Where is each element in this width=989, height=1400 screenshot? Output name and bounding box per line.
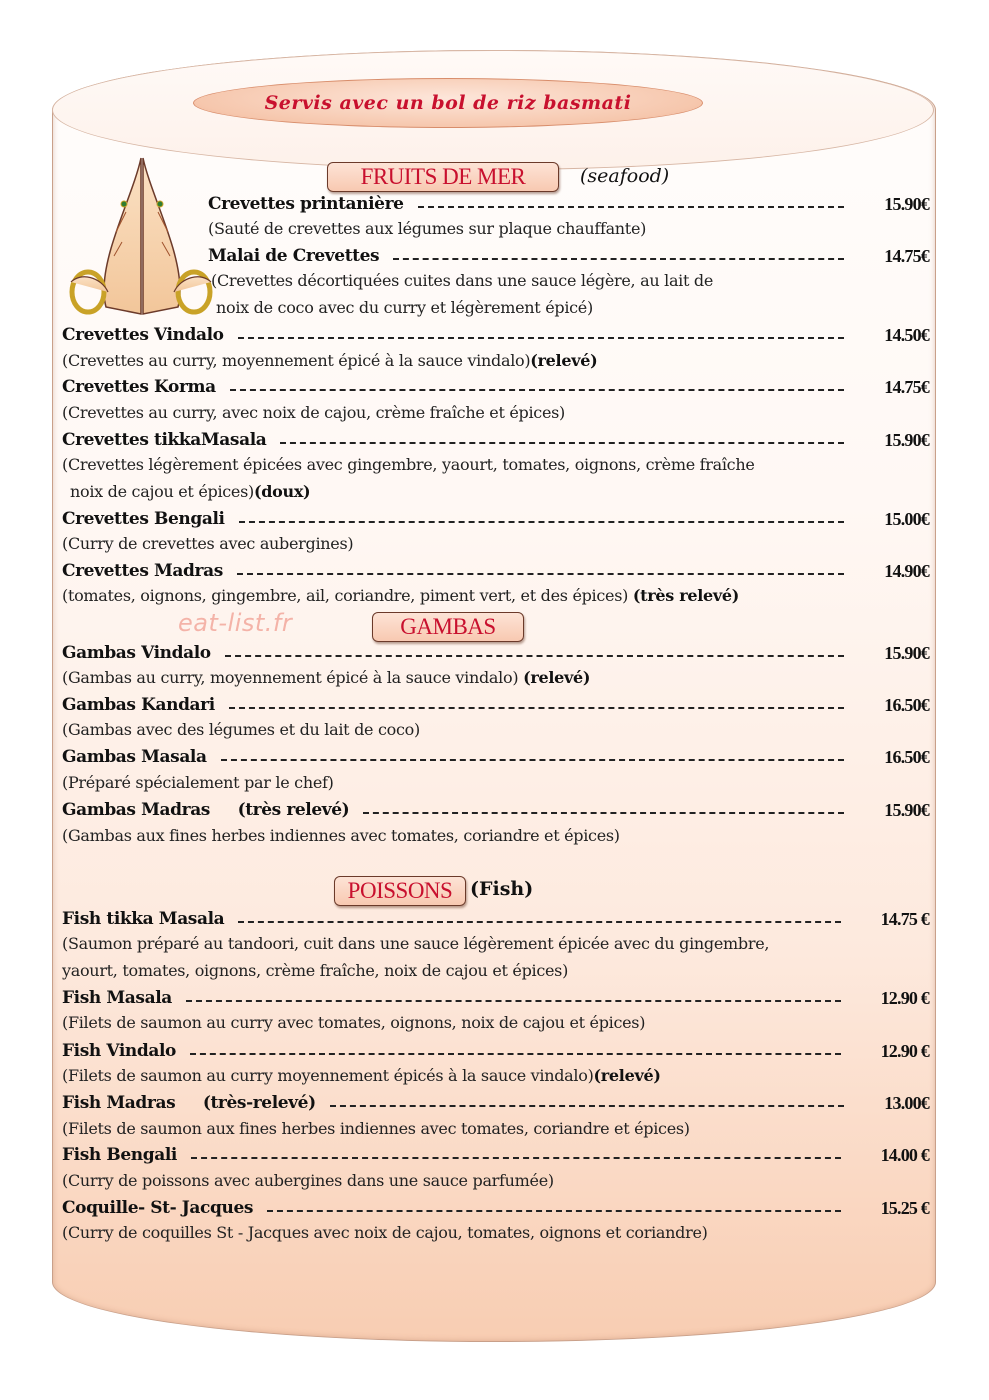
item-name: Gambas Vindalo xyxy=(62,643,211,663)
item-description xyxy=(62,1119,690,1138)
menu-item xyxy=(62,1195,929,1221)
section-note-fish: (Fish) xyxy=(470,878,534,900)
item-description xyxy=(62,534,353,553)
item-description xyxy=(62,455,755,474)
item-desc-line: yaourt, tomates, oignons, crème fraîche, noix de cajou et épices) xyxy=(62,961,569,980)
dotted-leader xyxy=(418,206,845,208)
item-description xyxy=(211,271,713,290)
section-title-fruits-de-mer xyxy=(327,162,559,192)
item-description xyxy=(62,720,420,739)
menu-item xyxy=(62,322,929,348)
dotted-leader xyxy=(221,759,845,761)
dotted-leader xyxy=(363,812,844,814)
menu-item xyxy=(62,506,929,532)
item-name: Gambas Madras (très relevé) xyxy=(62,800,350,820)
item-price: 16.50€ xyxy=(884,746,929,767)
item-description xyxy=(62,1223,708,1242)
item-name: Fish Masala xyxy=(62,988,172,1008)
section-title-text: FRUITS DE MER xyxy=(360,164,526,189)
menu-item xyxy=(62,558,929,584)
section-note-seafood: (seafood) xyxy=(580,165,670,187)
item-price: 15.00€ xyxy=(884,508,929,529)
item-price: 14.75€ xyxy=(884,245,929,266)
item-name: Coquille- St- Jacques xyxy=(62,1198,254,1218)
dotted-leader xyxy=(237,573,844,575)
item-description xyxy=(62,1171,554,1190)
dotted-leader xyxy=(393,258,844,260)
item-desc-line: noix de coco avec du curry et légèrement épicé) xyxy=(216,298,593,317)
menu-item xyxy=(62,427,929,453)
item-desc-line: (Gambas aux fines herbes indiennes avec tomates, coriandre et épices) xyxy=(62,826,620,845)
item-price: 12.90 € xyxy=(880,1040,929,1061)
dotted-leader xyxy=(190,1053,841,1055)
item-desc-line: (Crevettes décortiquées cuites dans une sauce légère, au lait de xyxy=(211,271,714,290)
item-name: Crevettes Vindalo xyxy=(62,325,224,345)
item-description xyxy=(208,219,646,238)
item-description xyxy=(62,934,769,953)
item-price: 15.90€ xyxy=(884,799,929,820)
banner xyxy=(193,78,703,128)
watermark: eat-list.fr xyxy=(178,609,293,637)
menu-item xyxy=(62,985,929,1011)
item-desc-line: noix de cajou et épices) xyxy=(70,482,254,501)
item-price: 15.90€ xyxy=(884,429,929,450)
menu-item xyxy=(62,906,929,932)
banner-text: Servis avec un bol de riz basmati xyxy=(264,92,632,114)
item-price: 14.75€ xyxy=(884,376,929,397)
menu-item xyxy=(62,1142,929,1168)
dotted-leader xyxy=(238,337,845,339)
item-price: 15.90€ xyxy=(884,193,929,214)
item-name: Fish Madras (très-relevé) xyxy=(62,1093,316,1113)
item-name: Malai de Crevettes xyxy=(208,246,380,266)
item-name: Gambas Masala xyxy=(62,747,207,767)
dotted-leader xyxy=(229,707,845,709)
dotted-leader xyxy=(239,521,845,523)
item-name: Fish Bengali xyxy=(62,1145,177,1165)
item-desc-line: (Filets de saumon aux fines herbes indiennes avec tomates, coriandre et épices) xyxy=(62,1119,690,1138)
item-description xyxy=(62,1013,645,1032)
item-desc-line: (Curry de crevettes avec aubergines) xyxy=(62,534,354,553)
item-name: Crevettes Bengali xyxy=(62,509,225,529)
item-price: 12.90 € xyxy=(880,987,929,1008)
item-price: 14.90€ xyxy=(884,560,929,581)
section-title-text: POISSONS xyxy=(347,878,453,903)
item-description xyxy=(70,482,310,501)
menu-item xyxy=(62,374,929,400)
menu-item xyxy=(62,797,929,823)
item-description xyxy=(62,773,334,792)
dotted-leader xyxy=(330,1105,845,1107)
menu-item xyxy=(62,692,929,718)
item-desc-line: (Gambas avec des légumes et du lait de coco) xyxy=(62,720,420,739)
menu-item xyxy=(208,191,929,217)
spice-tag: (très relevé) xyxy=(632,586,740,605)
item-desc-line: (Crevettes légèrement épicées avec gingembre, yaourt, tomates, oignons, crème fraîche xyxy=(62,455,755,474)
menu-item xyxy=(62,640,929,666)
item-desc-line: (Curry de coquilles St - Jacques avec noix de cajou, tomates, oignons et coriandre) xyxy=(62,1223,708,1242)
item-name: Fish tikka Masala xyxy=(62,909,225,929)
item-desc-line: (Crevettes au curry, avec noix de cajou, crème fraîche et épices) xyxy=(62,403,565,422)
item-desc-line: (Gambas au curry, moyennement épicé à la sauce vindalo) xyxy=(62,668,519,687)
section-title-poissons xyxy=(334,876,466,906)
item-price: 14.75 € xyxy=(880,908,929,929)
item-desc-line: (Filets de saumon au curry moyennement épicés à la sauce vindalo) xyxy=(62,1066,594,1085)
item-price: 13.00€ xyxy=(884,1092,929,1113)
spice-tag: (doux) xyxy=(253,482,311,501)
section-title-gambas xyxy=(372,612,524,642)
dotted-leader xyxy=(191,1157,841,1159)
item-description xyxy=(62,826,620,845)
item-description xyxy=(216,298,593,317)
item-price: 16.50€ xyxy=(884,694,929,715)
item-price: 15.25 € xyxy=(880,1197,929,1218)
item-desc-line: (Curry de poissons avec aubergines dans une sauce parfumée) xyxy=(62,1171,554,1190)
menu-item xyxy=(208,243,929,269)
item-description xyxy=(62,1066,661,1085)
item-description xyxy=(62,586,739,605)
spice-tag: (relevé) xyxy=(530,351,598,370)
item-name: Crevettes tikkaMasala xyxy=(62,430,267,450)
item-price: 15.90€ xyxy=(884,642,929,663)
item-desc-line: (Crevettes au curry, moyennement épicé à la sauce vindalo) xyxy=(62,351,531,370)
praying-hands-icon xyxy=(66,152,216,322)
item-name: Crevettes Korma xyxy=(62,377,216,397)
item-name: Crevettes printanière xyxy=(208,194,404,214)
item-price: 14.50€ xyxy=(884,324,929,345)
dotted-leader xyxy=(230,389,845,391)
item-description xyxy=(62,961,568,980)
dotted-leader xyxy=(267,1210,841,1212)
item-desc-line: (Sauté de crevettes aux légumes sur plaque chauffante) xyxy=(208,219,647,238)
item-desc-line: (Saumon préparé au tandoori, cuit dans une sauce légèrement épicée avec du gingembre, xyxy=(62,934,770,953)
spice-tag: (relevé) xyxy=(523,668,591,687)
item-desc-line: (Filets de saumon au curry avec tomates, oignons, noix de cajou et épices) xyxy=(62,1013,646,1032)
menu-item xyxy=(62,1038,929,1064)
item-name: Fish Vindalo xyxy=(62,1041,176,1061)
item-desc-line: (tomates, oignons, gingembre, ail, coriandre, piment vert, et des épices) xyxy=(62,586,629,605)
item-name: Crevettes Madras xyxy=(62,561,223,581)
menu-item xyxy=(62,744,929,770)
spice-tag: (relevé) xyxy=(593,1066,661,1085)
item-description xyxy=(62,403,565,422)
item-name: Gambas Kandari xyxy=(62,695,215,715)
menu-item xyxy=(62,1090,929,1116)
dotted-leader xyxy=(186,1000,841,1002)
dotted-leader xyxy=(238,921,840,923)
item-desc-line: (Préparé spécialement par le chef) xyxy=(62,773,334,792)
item-price: 14.00 € xyxy=(880,1144,929,1165)
item-description xyxy=(62,351,597,370)
section-title-text: GAMBAS xyxy=(400,614,496,639)
item-description xyxy=(62,668,590,687)
dotted-leader xyxy=(225,655,845,657)
dotted-leader xyxy=(280,442,844,444)
